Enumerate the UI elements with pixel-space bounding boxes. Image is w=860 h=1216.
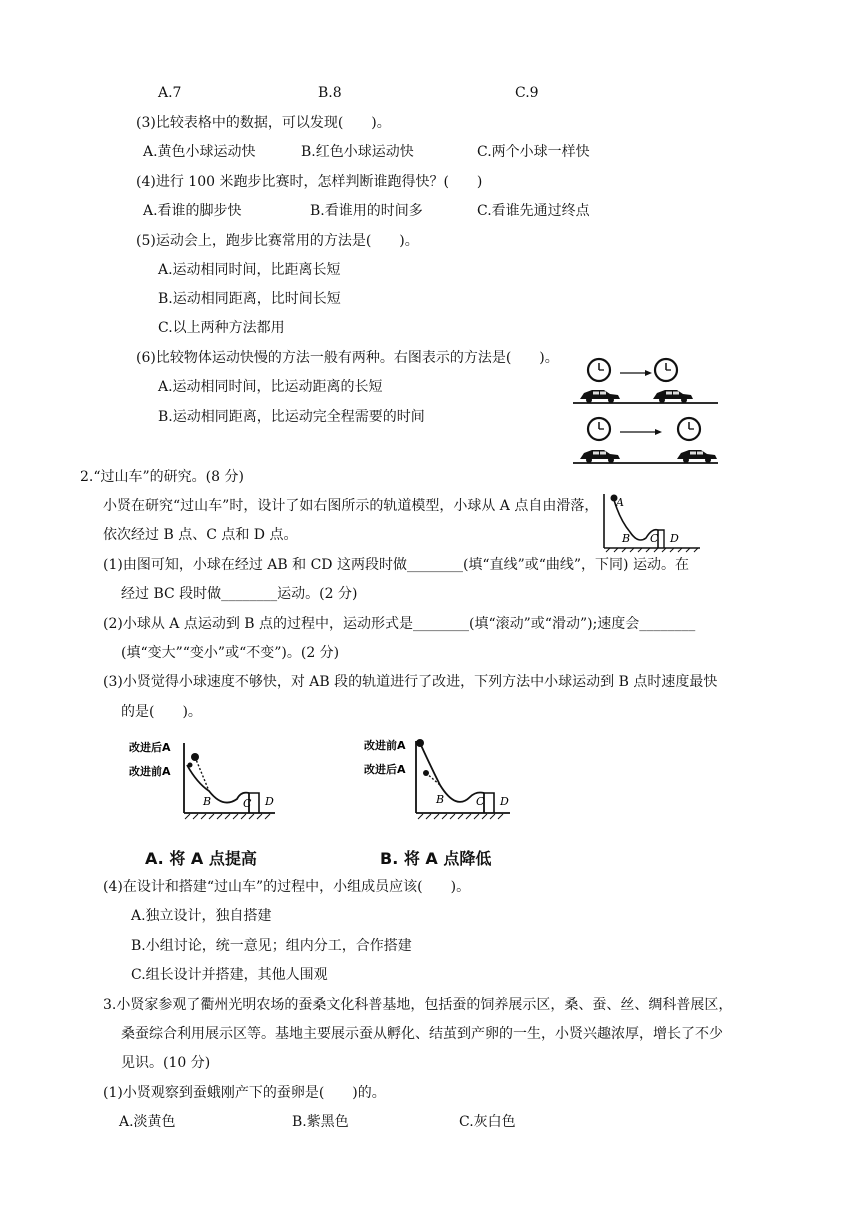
q2-2-line1: (2)小球从 A 点运动到 B 点的过程中，运动形式是________(填“滚动”或“滑动”);速度会________: [103, 616, 696, 632]
option-b: B.8: [318, 85, 342, 101]
q1-3-option-c: C.两个小球一样快: [477, 144, 590, 160]
q2-4-stem: (4)在设计和搭建“过山车”的过程中，小组成员应该( )。: [103, 879, 471, 895]
figure-a-caption: A. 将 A 点提高: [145, 849, 257, 868]
q1-5-stem: (5)运动会上，跑步比赛常用的方法是( )。: [136, 233, 419, 249]
track-figure-a: [125, 735, 295, 825]
q3-1-option-b: B.紫黑色: [292, 1114, 349, 1130]
q3-1-option-c: C.灰白色: [459, 1114, 516, 1130]
q3-1-stem: (1)小贤观察到蚕蛾刚产下的蚕卵是( )的。: [103, 1085, 386, 1101]
q1-4-option-c: C.看谁先通过终点: [477, 203, 590, 219]
svg-text:B: B: [203, 795, 212, 808]
svg-text:C: C: [650, 532, 659, 545]
svg-text:C: C: [476, 795, 485, 808]
svg-text:B: B: [622, 532, 631, 545]
q2-intro-line2: 依次经过 B 点、C 点和 D 点。: [103, 527, 298, 543]
q2-3-line1: (3)小贤觉得小球速度不够快，对 AB 段的轨道进行了改进，下列方法中小球运动到 B 点时速度最快: [103, 674, 718, 690]
svg-text:D: D: [265, 795, 274, 808]
q2-4-option-a: A.独立设计，独自搭建: [131, 908, 272, 924]
q1-5-option-a: A.运动相同时间，比距离长短: [158, 262, 341, 278]
svg-text:改进前A: 改进前A: [364, 739, 406, 752]
q2-2-line2: (填“变大”“变小”或“不变”)。(2 分): [121, 645, 340, 661]
clock-icon: [655, 359, 677, 381]
svg-text:改进后A: 改进后A: [364, 763, 406, 776]
option-a: A.7: [158, 85, 182, 101]
svg-text:D: D: [670, 532, 679, 545]
q2-intro-line1: 小贤在研究“过山车”时，设计了如右图所示的轨道模型，小球从 A 点自由滑落，: [103, 498, 599, 514]
q1-4-option-a: A.看谁的脚步快: [143, 203, 242, 219]
q1-5-option-b: B.运动相同距离，比时间长短: [158, 291, 341, 307]
figure-b-caption: B. 将 A 点降低: [380, 849, 492, 868]
q2-3-line2: 的是( )。: [121, 704, 202, 720]
roller-coaster-figure: [600, 492, 704, 556]
clock-icon: [678, 418, 700, 440]
svg-text:B: B: [436, 793, 445, 806]
q1-6-option-a: A.运动相同时间，比运动距离的长短: [158, 379, 383, 395]
option-c: C.9: [515, 85, 539, 101]
q2-1-line2: 经过 BC 段时做________运动。(2 分): [121, 586, 358, 602]
q1-4-option-b: B.看谁用的时间多: [310, 203, 423, 219]
q1-4-stem: (4)进行 100 米跑步比赛时，怎样判断谁跑得快？( ): [136, 174, 483, 190]
clock-icon: [588, 418, 610, 440]
q2-4-option-b: B.小组讨论，统一意见；组内分工，合作搭建: [131, 938, 412, 954]
q1-6-option-b: B.运动相同距离，比运动完全程需要的时间: [158, 409, 425, 425]
car-clock-figure: [570, 352, 720, 470]
q2-1-line1: (1)由图可知，小球在经过 AB 和 CD 这两段时做________(填“直线”或“曲线”，下同) 运动。在: [103, 557, 689, 573]
q1-6-stem: (6)比较物体运动快慢的方法一般有两种。右图表示的方法是( )。: [136, 350, 559, 366]
car-icon: [653, 390, 693, 403]
q3-line3: 见识。(10 分): [121, 1055, 211, 1071]
q3-1-option-a: A.淡黄色: [119, 1114, 176, 1130]
car-icon: [677, 450, 717, 463]
car-icon: [580, 450, 620, 463]
svg-text:D: D: [500, 795, 509, 808]
q1-3-option-b: B.红色小球运动快: [301, 144, 414, 160]
clock-icon: [588, 359, 610, 381]
q3-line2: 桑蚕综合利用展示区等。基地主要展示蚕从孵化、结茧到产卵的一生，小贤兴趣浓厚，增长了不少: [121, 1026, 723, 1042]
q2-title: 2.“过山车”的研究。(8 分): [80, 469, 244, 485]
svg-text:A: A: [616, 496, 624, 509]
car-icon: [580, 390, 620, 403]
svg-text:改进后A: 改进后A: [129, 741, 171, 754]
svg-text:改进前A: 改进前A: [129, 765, 171, 778]
svg-text:C: C: [243, 797, 252, 810]
track-figure-b: [360, 735, 530, 825]
q3-line1: 3.小贤家参观了衢州光明农场的蚕桑文化科普基地，包括蚕的饲养展示区，桑、蚕、丝、绸科普展区，: [103, 997, 733, 1013]
q1-3-option-a: A.黄色小球运动快: [143, 144, 256, 160]
q2-4-option-c: C.组长设计并搭建，其他人围观: [131, 967, 328, 983]
q1-5-option-c: C.以上两种方法都用: [158, 320, 285, 336]
q1-3-stem: (3)比较表格中的数据，可以发现( )。: [136, 115, 391, 131]
